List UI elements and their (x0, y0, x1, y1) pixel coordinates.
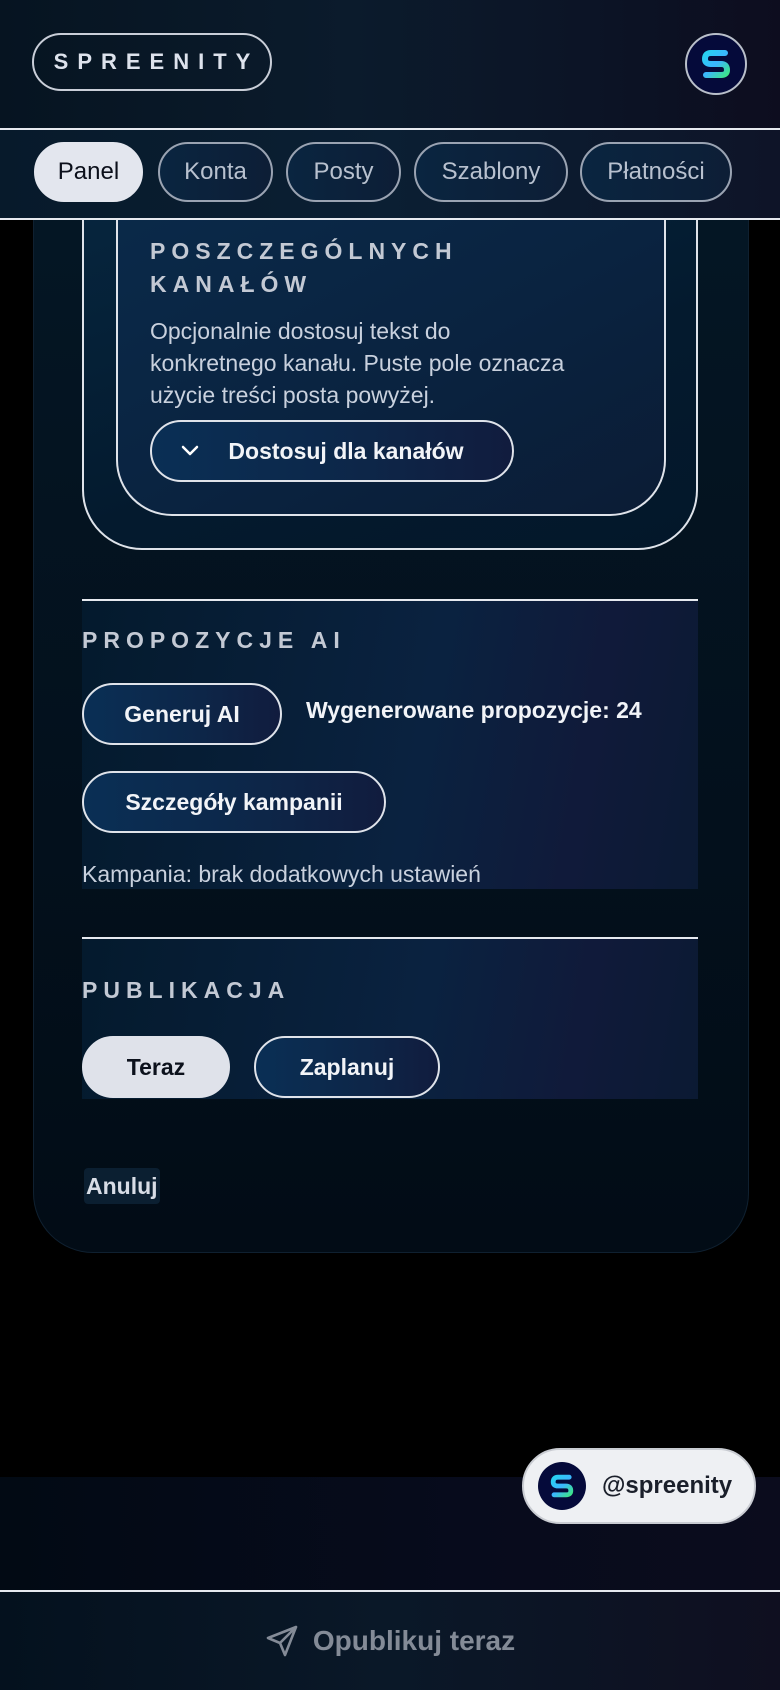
schedule-option[interactable]: Zaplanuj (254, 1036, 440, 1098)
channels-description-line1: Opcjonalnie dostosuj tekst do (150, 318, 451, 344)
publication-section (82, 937, 698, 1099)
publish-now-button[interactable] (0, 1590, 780, 1690)
publish-now-label: Opublikuj teraz (312, 1625, 516, 1656)
tab-platnosci[interactable]: Płatności (580, 142, 732, 202)
channels-heading-line1: POSZCZEGÓLNYCH (150, 238, 458, 264)
send-icon (265, 1624, 299, 1658)
generate-ai-button[interactable]: Generuj AI (82, 683, 282, 745)
generated-count-text: Wygenerowane propozycje: 24 (306, 697, 642, 723)
ai-proposals-section (82, 599, 698, 889)
tab-konta[interactable]: Konta (158, 142, 273, 202)
tab-szablony[interactable]: Szablony (414, 142, 568, 202)
campaign-status-text: Kampania: brak dodatkowych ustawień (82, 861, 481, 887)
post-editor-card (33, 220, 749, 1253)
spreenity-s-logo-icon (696, 44, 736, 84)
account-handle-text: @spreenity (602, 1472, 733, 1499)
customize-channels-label: Dostosuj dla kanałów (228, 437, 464, 464)
account-avatar (538, 1462, 586, 1510)
channel-customization-section (82, 220, 698, 550)
app-header (0, 0, 780, 130)
channels-heading-line2: KANAŁÓW (150, 271, 313, 297)
chevron-down-icon (180, 444, 200, 458)
brand-logo[interactable]: SPREENITY (32, 33, 272, 91)
campaign-details-button[interactable]: Szczegóły kampanii (82, 771, 386, 833)
channel-customization-panel (116, 220, 666, 516)
customize-channels-button[interactable] (150, 420, 514, 482)
cancel-link[interactable]: Anuluj (84, 1168, 160, 1204)
account-handle-pill[interactable] (522, 1448, 756, 1524)
channels-description-line2: konkretnego kanału. Puste pole oznacza (150, 350, 565, 376)
spreenity-s-logo-icon (546, 1470, 578, 1502)
publication-heading: PUBLIKACJA (82, 977, 291, 1003)
tab-panel[interactable]: Panel (34, 142, 143, 202)
profile-avatar[interactable] (685, 33, 747, 95)
channels-description-line3: użycie treści posta powyżej. (150, 382, 436, 408)
publish-now-option[interactable]: Teraz (82, 1036, 230, 1098)
main-nav (0, 130, 780, 220)
ai-heading: PROPOZYCJE AI (82, 627, 346, 653)
tab-posty[interactable]: Posty (286, 142, 401, 202)
